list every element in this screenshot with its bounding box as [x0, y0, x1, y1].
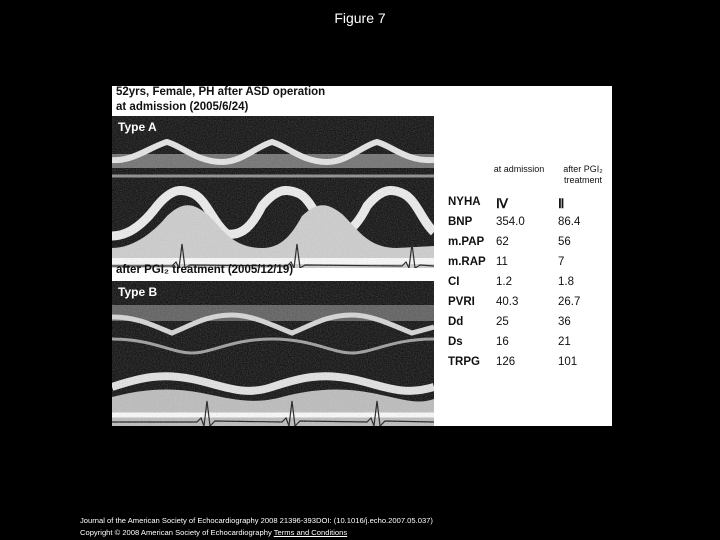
table-row — [448, 336, 612, 356]
param-name: CI — [448, 276, 460, 288]
admission-heading: at admission (2005/6/24) — [116, 101, 249, 113]
value-after-treatment: 56 — [558, 236, 571, 248]
value-at-admission: 354.0 — [496, 216, 525, 228]
value-at-admission: 25 — [496, 316, 509, 328]
after-treatment-heading: after PGI₂ treatment (2005/12/19) — [116, 264, 294, 276]
table-row — [448, 236, 612, 256]
table-row — [448, 216, 612, 236]
value-after-treatment: 36 — [558, 316, 571, 328]
value-after-treatment: 26.7 — [558, 296, 581, 308]
table-row — [448, 276, 612, 296]
type-b-label: Type B — [118, 285, 158, 299]
terms-and-conditions-link[interactable]: Terms and Conditions — [273, 528, 348, 537]
value-at-admission: 126 — [496, 356, 516, 368]
param-name: PVRI — [448, 296, 475, 308]
value-after-treatment: 101 — [558, 356, 578, 368]
table-row — [448, 316, 612, 336]
param-name: NYHA — [448, 196, 481, 208]
param-name: BNP — [448, 216, 473, 228]
table-row — [448, 296, 612, 316]
table-row — [448, 256, 612, 276]
value-at-admission: Ⅳ — [496, 196, 508, 211]
value-after-treatment: 86.4 — [558, 216, 581, 228]
citation-line: Journal of the American Society of Echocardiography 2008 21396-393DOI: (10.1016/j.echo.2007.05.037) — [80, 516, 433, 525]
table-row — [448, 356, 612, 376]
value-at-admission: 62 — [496, 236, 509, 248]
value-after-treatment: 1.8 — [558, 276, 574, 288]
citation-footer — [80, 515, 433, 539]
echo-panel-type-b — [112, 281, 434, 426]
value-at-admission: 40.3 — [496, 296, 519, 308]
copyright-text: Copyright © 2008 American Society of Echocardiography — [80, 528, 272, 537]
value-at-admission: 11 — [496, 256, 508, 268]
copyright-line — [80, 527, 433, 539]
echo-trace-b — [112, 281, 434, 426]
param-name: m.PAP — [448, 236, 485, 248]
param-name: m.RAP — [448, 256, 486, 268]
type-a-label: Type A — [118, 120, 157, 134]
value-at-admission: 1.2 — [496, 276, 512, 288]
echo-panel-type-a — [112, 116, 434, 268]
param-name: Dd — [448, 316, 464, 328]
param-name: TRPG — [448, 356, 480, 368]
value-after-treatment: 21 — [558, 336, 571, 348]
case-heading: 52yrs, Female, PH after ASD operation — [116, 86, 326, 98]
figure-title: Figure 7 — [334, 10, 386, 26]
param-name: Ds — [448, 336, 463, 348]
value-after-treatment: Ⅱ — [558, 196, 565, 211]
col-header-at-admission: at admission — [493, 164, 545, 174]
col-header-after-treatment: after PGI₂ treatment — [563, 164, 603, 185]
value-at-admission: 16 — [496, 336, 509, 348]
table-row — [448, 196, 612, 216]
figure-image — [112, 86, 612, 426]
value-after-treatment: 7 — [558, 256, 565, 268]
echo-trace-a — [112, 116, 434, 268]
